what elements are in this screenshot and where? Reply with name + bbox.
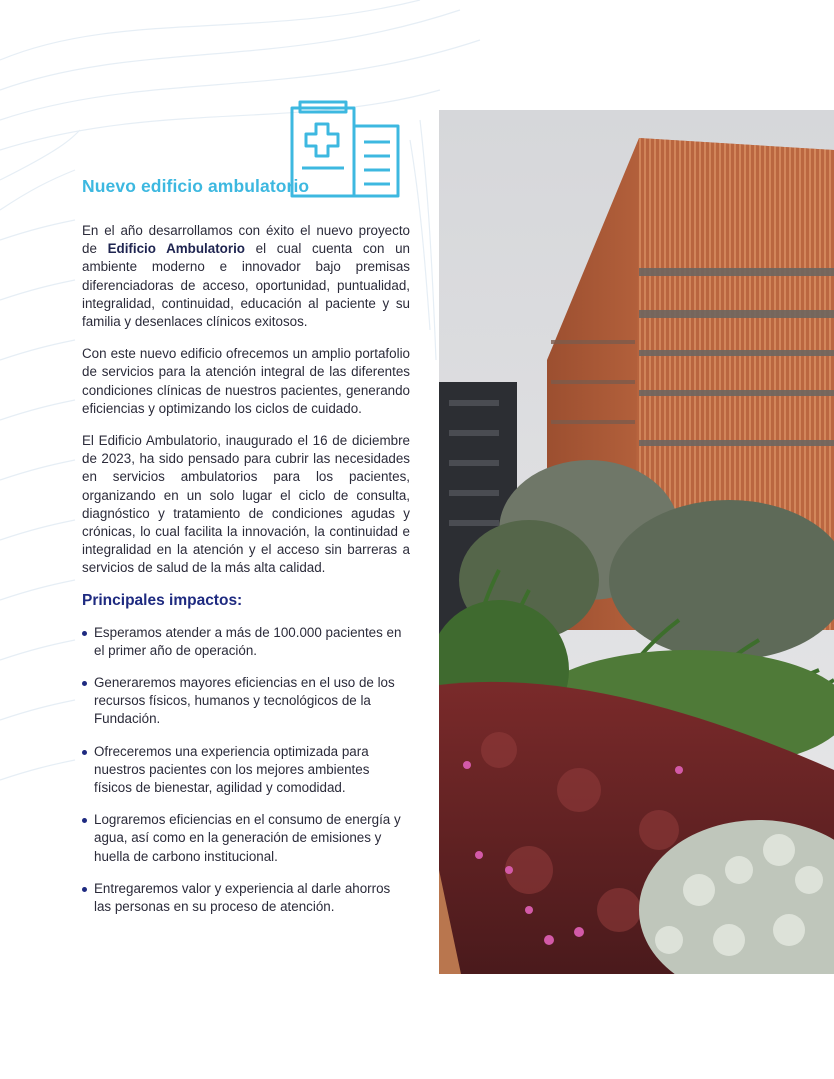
section-title: Nuevo edificio ambulatorio (82, 176, 310, 196)
paragraph-portfolio: Con este nuevo edificio ofrecemos un amplio portafolio de servicios para la atención integral de las diferentes condiciones clínicas de nuestros pacientes, generando eficiencias y optimizando los ciclos de cuidado. (82, 346, 410, 416)
list-item: Esperamos atender a más de 100.000 pacientes en el primer año de operación. (82, 624, 410, 660)
bold-term: Edificio Ambulatorio (107, 241, 245, 257)
impacts-list (82, 624, 410, 917)
list-item: Lograremos eficiencias en el consumo de energía y agua, así como en la generación de emisiones y huella de carbono institucional. (82, 811, 410, 866)
building-with-garden-photo (439, 110, 834, 974)
paragraph-inauguration: El Edificio Ambulatorio, inaugurado el 16 de diciembre de 2023, ha sido pensado para cubrir las necesidades en servicios ambulatorios para los pacientes, organizando en un solo lugar el ciclo de consulta, diagnóstico y tratamiento de condiciones agudas y crónicas, lo cual facilita la innovación, la continuidad e integralidad en la atención y el acceso sin barreras a servicios de salud de la más alta calidad. (82, 433, 410, 576)
impacts-heading: Principales impactos: (82, 591, 243, 609)
list-item: Ofreceremos una experiencia optimizada para nuestros pacientes con los mejores ambientes físicos de bienestar, agilidad y comodidad. (82, 743, 410, 798)
list-item: Generaremos mayores eficiencias en el uso de los recursos físicos, humanos y tecnológicos de la Fundación. (82, 674, 410, 729)
body-text-column (82, 222, 410, 930)
list-item: Entregaremos valor y experiencia al darle ahorros las personas en su proceso de atención. (82, 880, 410, 916)
paragraph-intro: En el año desarrollamos con éxito el nuevo proyecto de Edificio Ambulatorio el cual cuenta con un ambiente moderno e innovador bajo premisas diferenciadoras de acceso, oportunidad, puntualidad, integralidad, continuidad, educación al paciente y su familia y desenlaces clínicos exitosos. (82, 223, 411, 330)
